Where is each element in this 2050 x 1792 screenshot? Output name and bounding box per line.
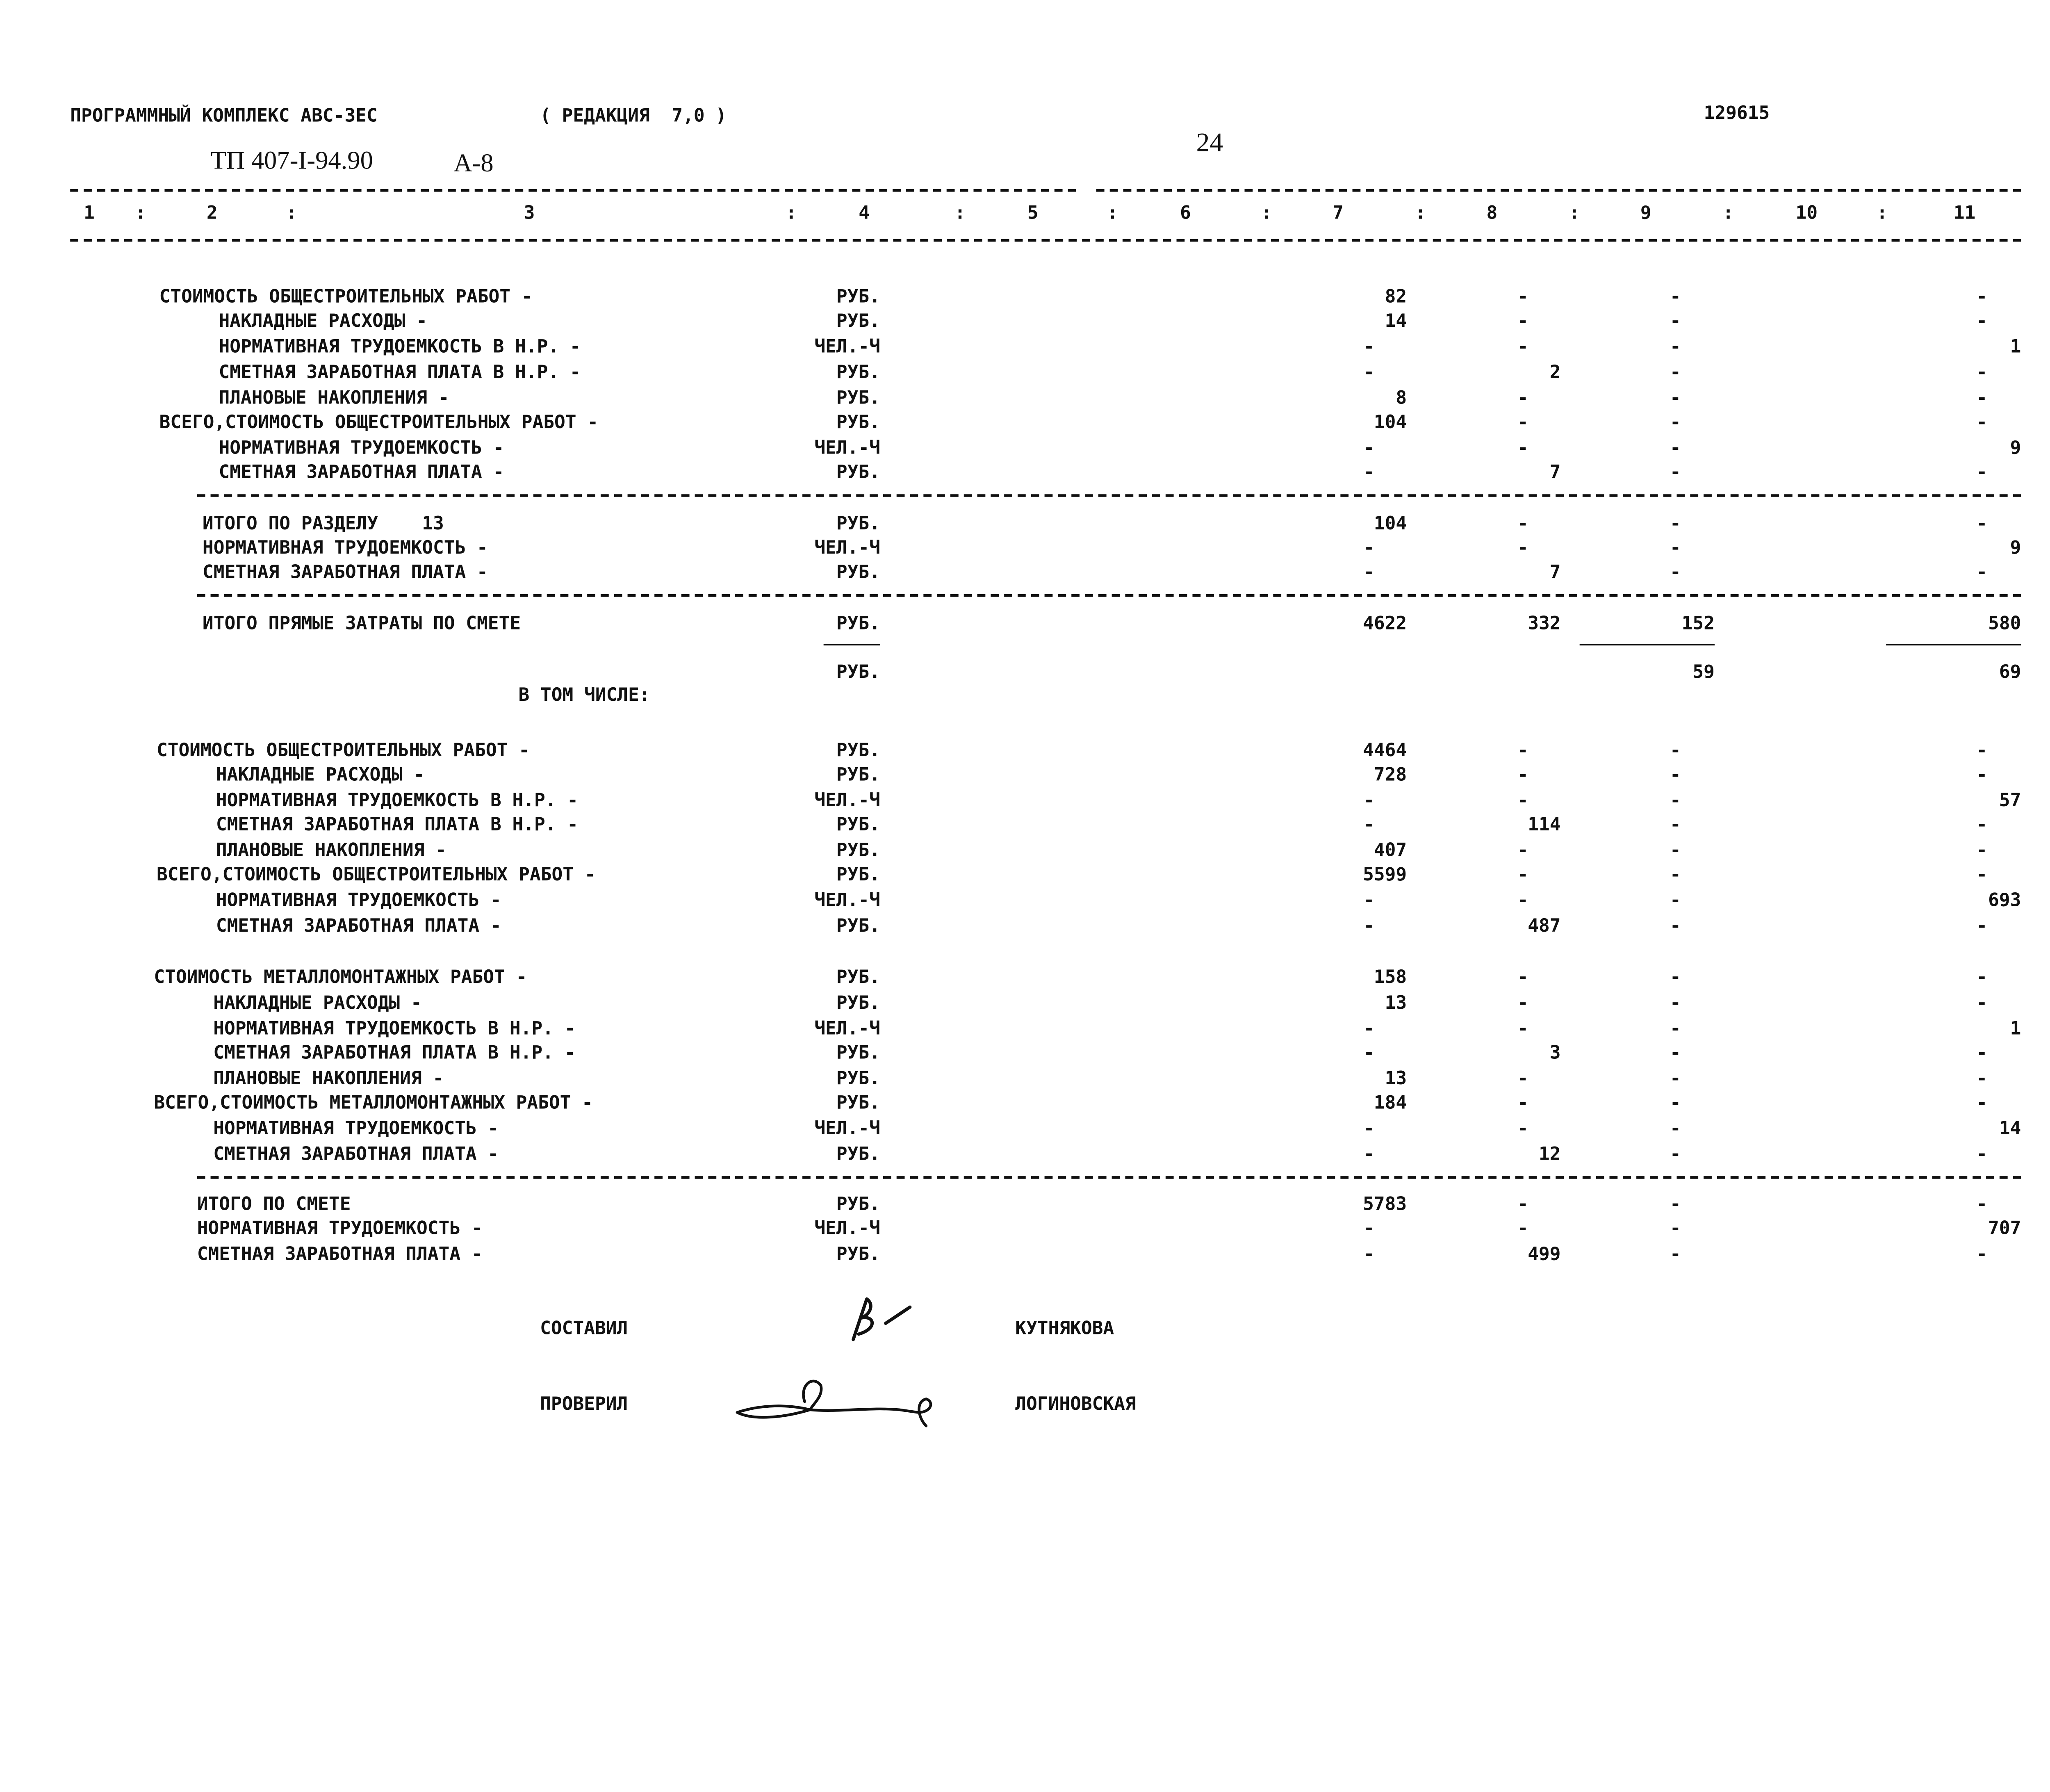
row-value-col7: - xyxy=(1363,462,1375,483)
row-label: НОРМАТИВНАЯ ТРУДОЕМКОСТЬ - xyxy=(202,537,488,559)
row-value-col8: - xyxy=(1517,1068,1528,1090)
row-value-col8: - xyxy=(1517,286,1528,308)
row-value-col9: - xyxy=(1670,814,1681,836)
row-value-col11: - xyxy=(1976,1092,1988,1114)
column-number: 5 xyxy=(1027,202,1039,224)
row-value-col11: - xyxy=(1976,1068,1988,1090)
row-value-col11: - xyxy=(1976,1243,1988,1265)
row-value-col9: - xyxy=(1670,1068,1681,1090)
column-separator: : xyxy=(1722,202,1734,224)
row-unit: РУБ. xyxy=(836,310,880,333)
row-unit: ЧЕЛ.-Ч xyxy=(814,790,880,812)
row-value-col9: - xyxy=(1670,462,1681,483)
row-value-col8: - xyxy=(1517,967,1528,989)
column-separator: : xyxy=(1414,202,1426,224)
row-value-col11: 1 xyxy=(2010,1018,2021,1040)
row-value-col9: 152 xyxy=(1681,613,1715,635)
row-value-col8: - xyxy=(1517,437,1528,459)
row-value-col9: - xyxy=(1670,890,1681,912)
row-value-col9: - xyxy=(1670,1144,1681,1165)
row-value-col7: - xyxy=(1363,437,1375,459)
rule xyxy=(70,239,2021,242)
row-value-col9: - xyxy=(1670,915,1681,937)
row-value-col11: - xyxy=(1976,462,1988,483)
row-unit: ЧЕЛ.-Ч xyxy=(814,1118,880,1140)
row-value-col11: - xyxy=(1976,967,1988,989)
row-value-col8: - xyxy=(1517,1218,1528,1240)
row-value-col7: 104 xyxy=(1374,412,1407,434)
row-value-col8: - xyxy=(1517,992,1528,1014)
row-value-col7: - xyxy=(1363,890,1375,912)
row-value-col11: - xyxy=(1976,362,1988,384)
row-label: ПЛАНОВЫЕ НАКОПЛЕНИЯ - xyxy=(216,840,446,862)
program-name: ПРОГРАММНЫЙ КОМПЛЕКС АВС-ЗЕС xyxy=(70,105,378,127)
row-value-col9: - xyxy=(1670,513,1681,535)
row-label: СТОИМОСТЬ ОБЩЕСТРОИТЕЛЬНЫХ РАБОТ - xyxy=(156,740,530,762)
compiled-name: КУТНЯКОВА xyxy=(1015,1318,1114,1340)
page-number: 24 xyxy=(1196,128,1223,158)
row-value-col8: 3 xyxy=(1549,1042,1561,1064)
row-value-col8: - xyxy=(1517,336,1528,358)
row-value-col8: 12 xyxy=(1539,1144,1561,1165)
document-number: 129615 xyxy=(1704,103,1770,124)
row-unit: РУБ. xyxy=(836,513,880,535)
row-value-col7: - xyxy=(1363,1144,1375,1165)
column-number: 4 xyxy=(859,202,870,224)
row-value-col11: - xyxy=(1976,412,1988,434)
column-number: 9 xyxy=(1640,202,1651,224)
row-value-col9: 59 xyxy=(1692,661,1715,684)
row-value-col9: - xyxy=(1670,1218,1681,1240)
row-value-col8: - xyxy=(1517,513,1528,535)
project-code: ТП 407-I-94.90 xyxy=(210,147,373,176)
row-unit: РУБ. xyxy=(836,967,880,989)
row-value-col11: 9 xyxy=(2010,537,2021,559)
compiled-label: СОСТАВИЛ xyxy=(540,1318,628,1340)
rule xyxy=(1580,644,1715,645)
row-label: НОРМАТИВНАЯ ТРУДОЕМКОСТЬ - xyxy=(216,890,501,912)
column-number: 6 xyxy=(1180,202,1191,224)
row-label: СМЕТНАЯ ЗАРАБОТНАЯ ПЛАТА - xyxy=(202,561,488,584)
row-value-col8: - xyxy=(1517,1018,1528,1040)
row-value-col8: - xyxy=(1517,412,1528,434)
row-value-col8: - xyxy=(1517,1092,1528,1114)
column-number: 7 xyxy=(1332,202,1344,224)
row-label: СМЕТНАЯ ЗАРАБОТНАЯ ПЛАТА - xyxy=(219,462,504,483)
column-separator: : xyxy=(135,202,146,224)
row-value-col9: - xyxy=(1670,437,1681,459)
column-separator: : xyxy=(1107,202,1118,224)
row-label: НОРМАТИВНАЯ ТРУДОЕМКОСТЬ В Н.Р. - xyxy=(213,1018,576,1040)
row-label: ПЛАНОВЫЕ НАКОПЛЕНИЯ - xyxy=(219,388,449,409)
row-value-col9: - xyxy=(1670,790,1681,812)
row-value-col11: 693 xyxy=(1988,890,2021,912)
row-label: НАКЛАДНЫЕ РАСХОДЫ - xyxy=(216,764,425,786)
row-label: СМЕТНАЯ ЗАРАБОТНАЯ ПЛАТА - xyxy=(197,1243,483,1265)
album-code: А-8 xyxy=(453,150,494,178)
row-label: ВСЕГО,СТОИМОСТЬ ОБЩЕСТРОИТЕЛЬНЫХ РАБОТ - xyxy=(159,412,599,434)
row-label: СМЕТНАЯ ЗАРАБОТНАЯ ПЛАТА В Н.Р. - xyxy=(216,814,579,836)
rule xyxy=(824,644,880,645)
row-value-col7: 13 xyxy=(1385,1068,1407,1090)
column-separator: : xyxy=(954,202,966,224)
column-separator: : xyxy=(786,202,797,224)
row-value-col9: - xyxy=(1670,740,1681,762)
signature-compiled xyxy=(840,1294,923,1345)
row-value-col9: - xyxy=(1670,1193,1681,1215)
row-value-col7: - xyxy=(1363,537,1375,559)
row-value-col11: 57 xyxy=(1999,790,2021,812)
row-value-col8: - xyxy=(1517,1118,1528,1140)
row-value-col7: 8 xyxy=(1396,388,1407,409)
row-value-col7: - xyxy=(1363,814,1375,836)
row-value-col8: - xyxy=(1517,790,1528,812)
row-unit: РУБ. xyxy=(836,840,880,862)
row-value-col9: - xyxy=(1670,764,1681,786)
row-value-col7: - xyxy=(1363,1218,1375,1240)
row-label: СМЕТНАЯ ЗАРАБОТНАЯ ПЛАТА В Н.Р. - xyxy=(219,362,581,384)
row-value-col7: - xyxy=(1363,336,1375,358)
row-value-col7: - xyxy=(1363,362,1375,384)
row-unit: ЧЕЛ.-Ч xyxy=(814,437,880,459)
row-unit: ЧЕЛ.-Ч xyxy=(814,890,880,912)
row-value-col11: 69 xyxy=(1999,661,2021,684)
row-value-col7: 82 xyxy=(1385,286,1407,308)
row-value-col11: - xyxy=(1976,1144,1988,1165)
row-unit: РУБ. xyxy=(836,740,880,762)
row-value-col9: - xyxy=(1670,992,1681,1014)
row-label: СМЕТНАЯ ЗАРАБОТНАЯ ПЛАТА - xyxy=(213,1144,499,1165)
row-label: НОРМАТИВНАЯ ТРУДОЕМКОСТЬ В Н.Р. - xyxy=(216,790,579,812)
row-label: ИТОГО ПРЯМЫЕ ЗАТРАТЫ ПО СМЕТЕ xyxy=(202,613,521,635)
edition: ( РЕДАКЦИЯ 7,0 ) xyxy=(540,105,727,127)
column-separator: : xyxy=(1569,202,1580,224)
row-value-col11: - xyxy=(1976,915,1988,937)
row-value-col8: - xyxy=(1517,840,1528,862)
row-label: ВСЕГО,СТОИМОСТЬ ОБЩЕСТРОИТЕЛЬНЫХ РАБОТ - xyxy=(156,864,596,886)
rule xyxy=(197,1176,2021,1179)
row-value-col9: - xyxy=(1670,967,1681,989)
row-value-col11: 580 xyxy=(1988,613,2021,635)
checked-label: ПРОВЕРИЛ xyxy=(540,1393,628,1415)
row-value-col9: - xyxy=(1670,1018,1681,1040)
row-value-col8: - xyxy=(1517,764,1528,786)
signature-checked xyxy=(729,1372,952,1432)
row-unit: ЧЕЛ.-Ч xyxy=(814,537,880,559)
rule xyxy=(1886,644,2021,645)
column-number: 1 xyxy=(84,202,95,224)
row-value-col8: 2 xyxy=(1549,362,1561,384)
row-value-col8: - xyxy=(1517,1193,1528,1215)
row-value-col8: 7 xyxy=(1549,462,1561,483)
row-value-col9: - xyxy=(1670,336,1681,358)
row-value-col9: - xyxy=(1670,864,1681,886)
row-value-col7: 158 xyxy=(1374,967,1407,989)
row-label: ВСЕГО,СТОИМОСТЬ МЕТАЛЛОМОНТАЖНЫХ РАБОТ - xyxy=(154,1092,593,1114)
row-value-col7: - xyxy=(1363,1042,1375,1064)
row-unit: РУБ. xyxy=(836,412,880,434)
row-value-col9: - xyxy=(1670,286,1681,308)
row-unit: РУБ. xyxy=(836,764,880,786)
row-value-col11: - xyxy=(1976,992,1988,1014)
row-value-col11: - xyxy=(1976,561,1988,584)
row-value-col7: - xyxy=(1363,915,1375,937)
row-value-col8: 499 xyxy=(1528,1243,1561,1265)
row-value-col11: - xyxy=(1976,764,1988,786)
row-unit: РУБ. xyxy=(836,1144,880,1165)
column-number: 3 xyxy=(524,202,535,224)
row-value-col9: - xyxy=(1670,310,1681,333)
row-unit: РУБ. xyxy=(836,1092,880,1114)
row-value-col8: - xyxy=(1517,310,1528,333)
row-label: НАКЛАДНЫЕ РАСХОДЫ - xyxy=(219,310,427,333)
row-value-col7: 728 xyxy=(1374,764,1407,786)
row-value-col11: - xyxy=(1976,1042,1988,1064)
row-value-col9: - xyxy=(1670,362,1681,384)
row-unit: РУБ. xyxy=(836,462,880,483)
row-label: СТОИМОСТЬ МЕТАЛЛОМОНТАЖНЫХ РАБОТ - xyxy=(154,967,527,989)
row-value-col11: 707 xyxy=(1988,1218,2021,1240)
column-number: 10 xyxy=(1795,202,1818,224)
row-value-col7: 104 xyxy=(1374,513,1407,535)
row-value-col7: 407 xyxy=(1374,840,1407,862)
column-number: 8 xyxy=(1486,202,1498,224)
checked-name: ЛОГИНОВСКАЯ xyxy=(1015,1393,1136,1415)
row-value-col9: - xyxy=(1670,412,1681,434)
row-unit: РУБ. xyxy=(836,1193,880,1215)
row-unit: ЧЕЛ.-Ч xyxy=(814,336,880,358)
row-value-col9: - xyxy=(1670,388,1681,409)
row-unit: РУБ. xyxy=(836,661,880,684)
rule xyxy=(70,189,1076,192)
rule xyxy=(197,494,2021,497)
row-value-col9: - xyxy=(1670,561,1681,584)
row-value-col8: - xyxy=(1517,388,1528,409)
row-unit: РУБ. xyxy=(836,388,880,409)
row-value-col7: 184 xyxy=(1374,1092,1407,1114)
row-value-col11: - xyxy=(1976,840,1988,862)
row-label: СМЕТНАЯ ЗАРАБОТНАЯ ПЛАТА - xyxy=(216,915,501,937)
row-value-col11: 9 xyxy=(2010,437,2021,459)
row-unit: РУБ. xyxy=(836,1042,880,1064)
row-unit: РУБ. xyxy=(836,814,880,836)
row-value-col7: - xyxy=(1363,1243,1375,1265)
row-unit: РУБ. xyxy=(836,992,880,1014)
row-label: НАКЛАДНЫЕ РАСХОДЫ - xyxy=(213,992,422,1014)
row-value-col11: - xyxy=(1976,864,1988,886)
row-unit: РУБ. xyxy=(836,561,880,584)
row-unit: РУБ. xyxy=(836,286,880,308)
row-value-col9: - xyxy=(1670,1243,1681,1265)
row-value-col9: - xyxy=(1670,1042,1681,1064)
row-label: ПЛАНОВЫЕ НАКОПЛЕНИЯ - xyxy=(213,1068,444,1090)
row-value-col7: - xyxy=(1363,790,1375,812)
row-unit: РУБ. xyxy=(836,1243,880,1265)
row-label: НОРМАТИВНАЯ ТРУДОЕМКОСТЬ - xyxy=(219,437,504,459)
row-value-col11: - xyxy=(1976,740,1988,762)
row-value-col7: - xyxy=(1363,1118,1375,1140)
row-value-col7: 13 xyxy=(1385,992,1407,1014)
row-value-col7: 4622 xyxy=(1363,613,1407,635)
row-unit: ЧЕЛ.-Ч xyxy=(814,1218,880,1240)
row-value-col9: - xyxy=(1670,1092,1681,1114)
row-value-col11: - xyxy=(1976,814,1988,836)
row-unit: РУБ. xyxy=(836,362,880,384)
column-separator: : xyxy=(286,202,297,224)
row-value-col8: - xyxy=(1517,864,1528,886)
row-value-col8: 332 xyxy=(1528,613,1561,635)
row-label: НОРМАТИВНАЯ ТРУДОЕМКОСТЬ - xyxy=(197,1218,483,1240)
row-label: НОРМАТИВНАЯ ТРУДОЕМКОСТЬ - xyxy=(213,1118,499,1140)
row-value-col9: - xyxy=(1670,1118,1681,1140)
row-value-col11: - xyxy=(1976,513,1988,535)
column-number: 11 xyxy=(1953,202,1976,224)
row-value-col8: - xyxy=(1517,890,1528,912)
row-value-col11: - xyxy=(1976,1193,1988,1215)
in-that-number-heading: В ТОМ ЧИСЛЕ: xyxy=(518,684,650,707)
row-value-col7: - xyxy=(1363,561,1375,584)
row-value-col7: 5599 xyxy=(1363,864,1407,886)
row-value-col7: 5783 xyxy=(1363,1193,1407,1215)
row-unit: РУБ. xyxy=(836,613,880,635)
row-value-col7: 4464 xyxy=(1363,740,1407,762)
row-value-col8: - xyxy=(1517,740,1528,762)
row-value-col11: - xyxy=(1976,388,1988,409)
row-label: СМЕТНАЯ ЗАРАБОТНАЯ ПЛАТА В Н.Р. - xyxy=(213,1042,576,1064)
column-separator: : xyxy=(1877,202,1888,224)
row-value-col8: 487 xyxy=(1528,915,1561,937)
row-unit: РУБ. xyxy=(836,864,880,886)
rule xyxy=(1096,189,2021,192)
column-number: 2 xyxy=(206,202,218,224)
row-value-col11: 14 xyxy=(1999,1118,2021,1140)
row-value-col7: 14 xyxy=(1385,310,1407,333)
row-unit: РУБ. xyxy=(836,915,880,937)
row-label: НОРМАТИВНАЯ ТРУДОЕМКОСТЬ В Н.Р. - xyxy=(219,336,581,358)
row-label: СТОИМОСТЬ ОБЩЕСТРОИТЕЛЬНЫХ РАБОТ - xyxy=(159,286,533,308)
row-value-col9: - xyxy=(1670,840,1681,862)
row-label: ИТОГО ПО РАЗДЕЛУ 13 xyxy=(202,513,444,535)
column-separator: : xyxy=(1261,202,1272,224)
row-value-col11: - xyxy=(1976,310,1988,333)
row-value-col7: - xyxy=(1363,1018,1375,1040)
row-label: ИТОГО ПО СМЕТЕ xyxy=(197,1193,351,1215)
row-value-col11: - xyxy=(1976,286,1988,308)
row-unit: РУБ. xyxy=(836,1068,880,1090)
row-value-col8: 7 xyxy=(1549,561,1561,584)
row-unit: ЧЕЛ.-Ч xyxy=(814,1018,880,1040)
rule xyxy=(197,594,2021,597)
row-value-col11: 1 xyxy=(2010,336,2021,358)
row-value-col9: - xyxy=(1670,537,1681,559)
row-value-col8: 114 xyxy=(1528,814,1561,836)
row-value-col8: - xyxy=(1517,537,1528,559)
